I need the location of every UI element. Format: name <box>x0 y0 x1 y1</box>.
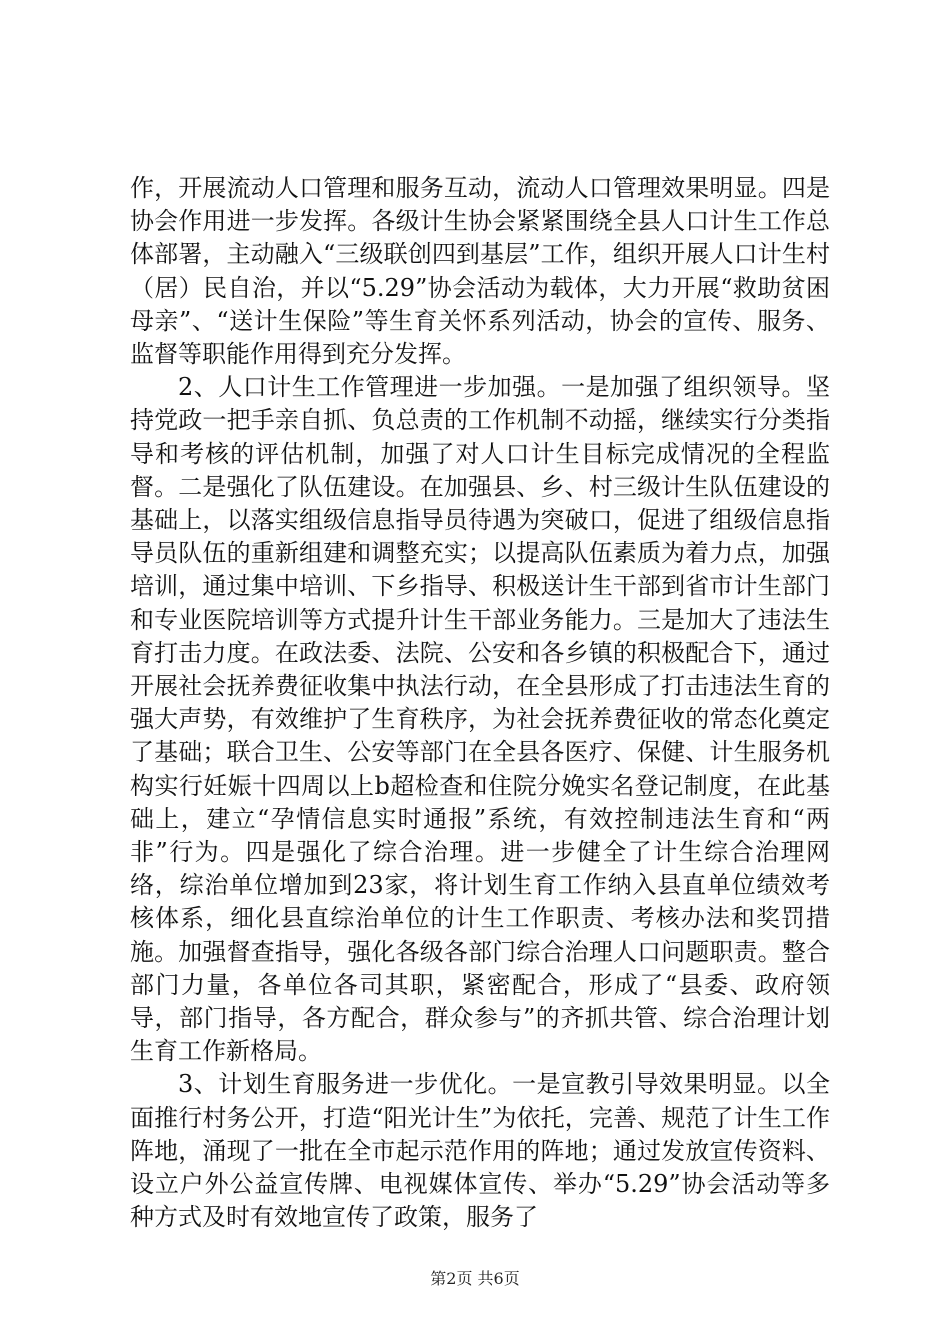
paragraph-2: 2、人口计生工作管理进一步加强。一是加强了组织领导。坚持党政一把手亲自抓、负总责的工作机制不动摇，继续实行分类指导和考核的评估机制，加强了对人口计生目标完成情况的全程监督。二是强化了队伍建设。在加强县、乡、村三级计生队伍建设的基础上，以落实组级信息指导员待遇为突破口，促进了组级信息指导员队伍的重新组建和调整充实；以提高队伍素质为着力点，加强培训，通过集中培训、下乡指导、积极送计生干部到省市计生部门和专业医院培训等方式提升计生干部业务能力。三是加大了违法生育打击力度。在政法委、法院、公安和各乡镇的积极配合下，通过开展社会抚养费征收集中执法行动，在全县形成了打击违法生育的强大声势，有效维护了生育秩序，为社会抚养费征收的常态化奠定了基础；联合卫生、公安等部门在全县各医疗、保健、计生服务机构实行妊娠十四周以上b超检查和住院分娩实名登记制度，在此基础上，建立“孕情信息实时通报”系统，有效控制违法生育和“两非”行为。四是强化了综合治理。进一步健全了计生综合治理网络，综治单位增加到23家，将计划生育工作纳入县直单位绩效考核体系，细化县直综治单位的计生工作职责、考核办法和奖罚措施。加强督查指导，强化各级各部门综合治理人口问题职责。整合部门力量，各单位各司其职，紧密配合，形成了“县委、政府领导，部门指导，各方配合，群众参与”的齐抓共管、综合治理计划生育工作新格局。 <box>130 373 830 1066</box>
page-footer: 第2页 共6页 <box>430 1269 520 1288</box>
document-body <box>130 172 830 1235</box>
paragraph-1: 作，开展流动人口管理和服务互动，流动人口管理效果明显。四是协会作用进一步发挥。各级计生协会紧紧围绕全县人口计生工作总体部署，主动融入“三级联创四到基层”工作，组织开展人口计生村（居）民自治，并以“5.29”协会活动为载体，大力开展“救助贫困母亲”、“送计生保险”等生育关怀系列活动，协会的宣传、服务、监督等职能作用得到充分发挥。 <box>130 174 830 369</box>
paragraph-3: 3、计划生育服务进一步优化。一是宣教引导效果明显。以全面推行村务公开，打造“阳光计生”为依托，完善、规范了计生工作阵地，涌现了一批在全市起示范作用的阵地；通过发放宣传资料、设立户外公益宣传牌、电视媒体宣传、举办“5.29”协会活动等多种方式及时有效地宣传了政策，服务了 <box>130 1070 830 1232</box>
